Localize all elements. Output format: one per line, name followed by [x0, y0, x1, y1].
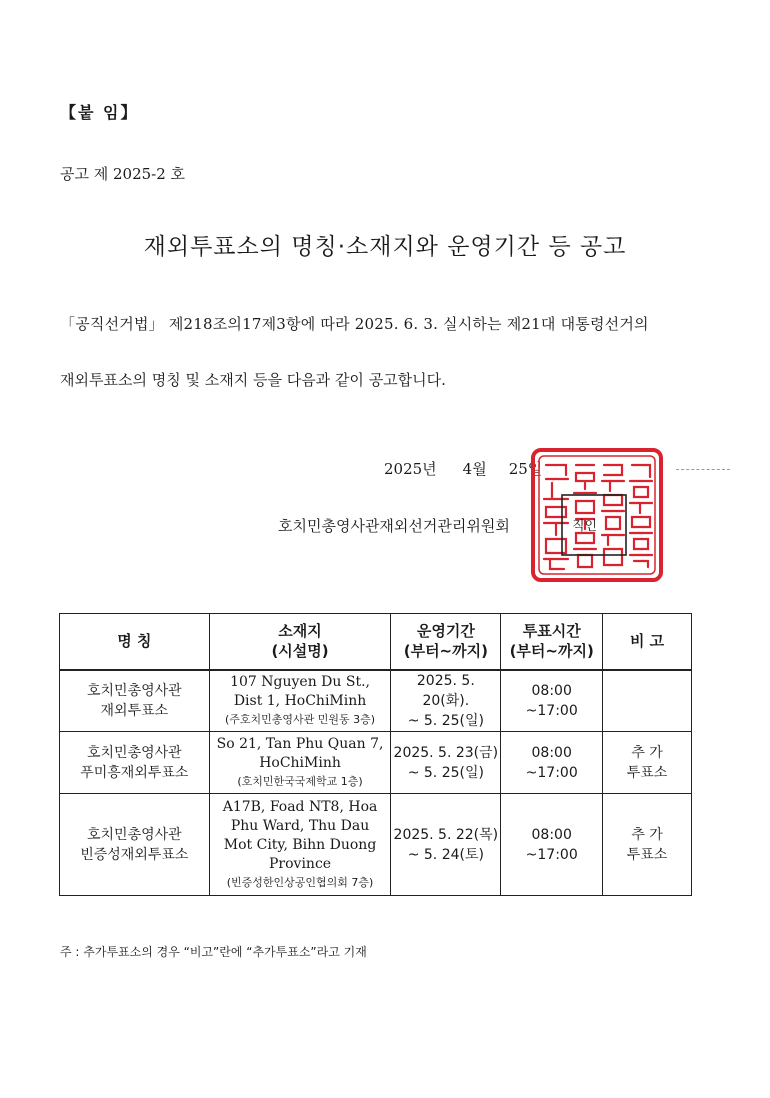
station-name-line1: 호치민총영사관: [87, 682, 182, 699]
period-start: 2025. 5. 20(화).: [416, 672, 475, 709]
hours-end: ~17:00: [525, 846, 578, 863]
remark-line2: 투표소: [626, 764, 668, 781]
header-location-line1: 소재지: [278, 622, 322, 641]
document-title: 재외투표소의 명칭·소재지와 운영기간 등 공고: [143, 234, 627, 260]
table-header-row: [60, 614, 692, 670]
table-row: [60, 732, 692, 794]
building-name: (주호치민총영사관 민원동 3층): [225, 713, 376, 727]
address-line: A17B, Foad NT8, Hoa: [222, 799, 378, 815]
period-end: ~ 5. 24(토): [407, 846, 484, 863]
voting-hours: [501, 670, 603, 732]
hours-end: ~17:00: [525, 702, 578, 719]
station-name-line2: 재외투표소: [100, 702, 169, 719]
polling-station-table: [59, 613, 692, 896]
voting-hours: [501, 732, 603, 794]
attachment-label: 【붙 임】: [60, 103, 139, 122]
table-row: [60, 670, 692, 732]
station-name-line1: 호치민총영사관: [87, 744, 182, 761]
station-name-line2: 빈증성재외투표소: [80, 846, 189, 863]
building-name: (호치민한국국제학교 1층): [237, 775, 363, 788]
header-location: [209, 614, 391, 670]
header-hours-line2: (부터~까지): [509, 642, 594, 661]
footnote: 주 : 추가투표소의 경우 “비고”란에 “추가투표소”라고 기재: [60, 945, 367, 959]
period-end: ~ 5. 25(일): [407, 712, 484, 729]
address-line: Dist 1, HoChiMinh: [233, 693, 367, 710]
station-name-line1: 호치민총영사관: [87, 826, 182, 843]
header-period: [391, 614, 501, 670]
hours-start: 08:00: [531, 744, 572, 761]
address-line: Mot City, Bihn Duong: [223, 837, 377, 853]
header-period-line2: (부터~까지): [403, 642, 488, 661]
header-hours: [501, 614, 603, 670]
station-name-line2: 푸미흥재외투표소: [80, 764, 189, 781]
period-end: ~ 5. 25(일): [407, 764, 484, 781]
scan-mark: [676, 469, 730, 474]
header-remarks: 비 고: [603, 614, 692, 670]
header-hours-line1: 투표시간: [522, 622, 581, 641]
remarks-cell: [603, 794, 692, 896]
operating-period: [391, 794, 501, 896]
address-line: So 21, Tan Phu Quan 7,: [216, 736, 384, 752]
station-name: [60, 732, 210, 794]
building-name: (빈증성한인상공인협의회 7층): [226, 876, 374, 889]
hours-start: 08:00: [531, 826, 572, 843]
header-name: 명 칭: [60, 614, 210, 670]
operating-period: [391, 670, 501, 732]
address-line: Province: [269, 856, 332, 872]
address-line: Phu Ward, Thu Dau: [230, 818, 370, 834]
body-line-2: 재외투표소의 명칭 및 소재지 등을 다음과 같이 공고합니다.: [60, 371, 446, 389]
station-location: [209, 732, 391, 794]
issuer-name: 호치민총영사관재외선거관리위원회: [278, 517, 510, 535]
address-line: HoChiMinh: [259, 755, 341, 771]
issue-date: [384, 458, 542, 479]
period-start: 2025. 5. 22(목): [393, 826, 499, 843]
remarks-cell: [603, 732, 692, 794]
address-line: 107 Nguyen Du St.,: [230, 674, 370, 691]
seal-label: 직인: [572, 519, 598, 534]
station-name: [60, 794, 210, 896]
period-start: 2025. 5. 23(금): [393, 744, 499, 761]
station-name: [60, 670, 210, 732]
remark-line2: 투표소: [626, 846, 668, 863]
header-period-line1: 운영기간: [416, 622, 475, 641]
notice-number: 공고 제 2025-2 호: [60, 165, 186, 183]
station-location: [209, 794, 391, 896]
station-location: [209, 670, 391, 732]
voting-hours: [501, 794, 603, 896]
hours-end: ~17:00: [525, 764, 578, 781]
date-month: 4월: [462, 460, 487, 478]
remarks-cell: [603, 670, 692, 732]
body-line-1: 「공직선거법」 제218조의17제3항에 따라 2025. 6. 3. 실시하는 제21대 대통령선거의: [60, 315, 649, 333]
remark-line1: 추 가: [631, 744, 663, 761]
hours-start: 08:00: [531, 682, 572, 699]
date-year: 2025년: [384, 460, 437, 478]
date-day: 25일: [508, 460, 543, 478]
header-location-line2: (시설명): [271, 642, 329, 661]
table-row: [60, 794, 692, 896]
operating-period: [391, 732, 501, 794]
remark-line1: 추 가: [631, 826, 663, 843]
